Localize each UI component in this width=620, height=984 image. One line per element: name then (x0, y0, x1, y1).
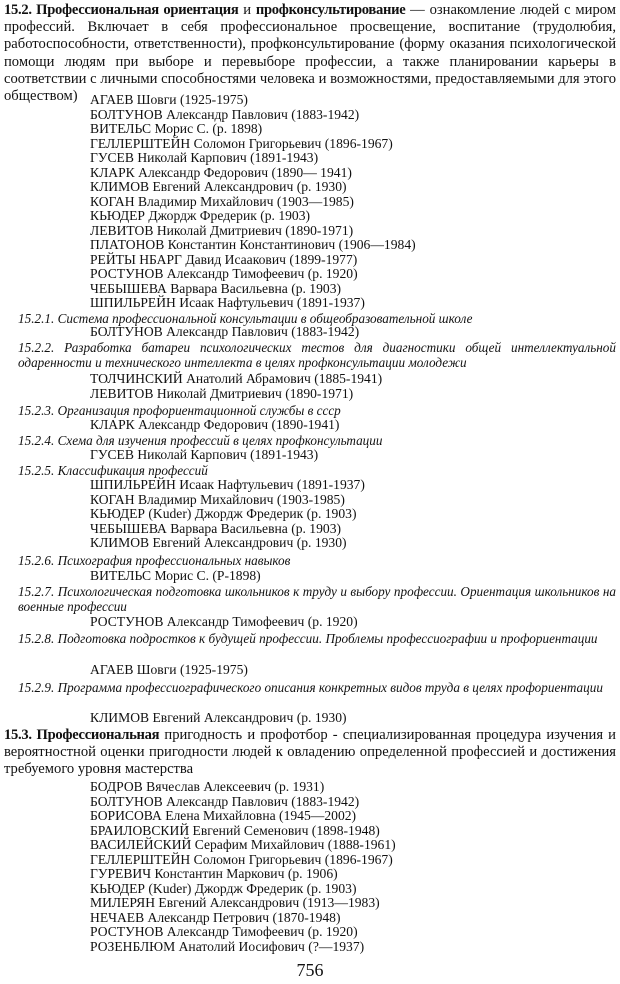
name-entry: РЕЙТЫ НБАРГ Давид Исаакович (1899-1977) (90, 251, 358, 267)
name-entry: ЛЕВИТОВ Николай Дмитриевич (1890-1971) (90, 385, 354, 401)
subsection-title: 15.2.9. Программа профессиографического описания конкретных видов труда в целях профориентации (18, 680, 603, 695)
subsection-name-list (90, 569, 620, 584)
name-entry: ГУСЕВ Николай Карпович (1891-1943) (90, 447, 319, 462)
name-entry: РОСТУНОВ Александр Тимофеевич (р. 1920) (90, 266, 358, 281)
name-entry: РОСТУНОВ Александр Тимофеевич (р. 1920) (90, 614, 358, 629)
subsection-title: 15.2.4. Схема для изучения профессий в целях профконсультации (18, 433, 383, 448)
name-entry: БОЛТУНОВ Александр Павлович (1883-1942) (90, 324, 360, 339)
section-15-3-body: пригодность и профотбор - специализированная процедура изучения и вероятностной оценки пригодности людей к овладению определенной профессией и достижения требуемого уровня мастерства (4, 727, 616, 778)
section-15-2-name-list (90, 93, 620, 311)
name-entry: ТОЛЧИНСКИЙ Анатолий Абрамович (1885-1941) (90, 371, 383, 386)
name-entry: ЛЕВИТОВ Николай Дмитриевич (1890-1971) (90, 222, 354, 238)
subsection-name-list (90, 615, 620, 630)
name-entry: ШПИЛЬРЕЙН Исаак Нафтульевич (1891-1937) (90, 477, 365, 492)
subsection-name-list (90, 418, 620, 433)
name-entry: КЬЮДЕР Джордж Фредерик (р. 1903) (90, 208, 311, 223)
name-entry: КЛИМОВ Евгений Александрович (р. 1930) (90, 179, 347, 194)
name-entry: РОЗЕНБЛЮМ Анатолий Иосифович (?—1937) (90, 938, 365, 954)
subsection-title: 15.2.5. Классификация профессий (18, 463, 208, 478)
name-entry: КЛАРК Александр Федорович (1890-1941) (90, 417, 340, 432)
name-entry: МИЛЕРЯН Евгений Александрович (1913—1983) (90, 895, 380, 910)
name-entry: ГУРЕВИЧ Константин Маркович (р. 1906) (90, 866, 338, 881)
name-entry: ВИТЕЛЬС Морис С. (р. 1898) (90, 121, 263, 136)
name-entry: БОРИСОВА Елена Михайловна (1945—2002) (90, 808, 357, 823)
subsection-name-list (90, 372, 620, 401)
section-15-2-body: — ознакомление людей с миром профессий. Включает в себя профессиональное просвещение, воспитание (трудолюбия, работоспособности, ответственности), профконсультирование (форму оказания психологической помощи людям при выборе и перевыборе профессии, а также планировании карьеры в соответствии с личными способностями человека и возможностями, предоставляемыми для этого обществом) (4, 2, 617, 105)
name-entry: ВАСИЛЕЙСКИЙ Серафим Михайлович (1888-1961) (90, 837, 396, 852)
page-number: 756 (296, 960, 324, 980)
section-15-3-name-list (90, 780, 620, 954)
name-entry: БОЛТУНОВ Александр Павлович (1883-1942) (90, 793, 360, 809)
subsection-name-list (90, 448, 620, 463)
subsection-title: 15.2.6. Психография профессиональных навыков (18, 553, 291, 568)
name-entry: КЬЮДЕР (Kuder) Джордж Фредерик (р. 1903) (90, 880, 357, 896)
name-entry: НЕЧАЕВ Александр Петрович (1870-1948) (90, 909, 341, 925)
section-15-2-heading: 15.2. Профессиональная ориентация (4, 2, 239, 18)
name-entry: ВИТЕЛЬС Морис С. (Р-1898) (90, 568, 261, 583)
subsection-name-list (90, 325, 620, 340)
name-entry: КОГАН Владимир Михайлович (1903—1985) (90, 193, 354, 209)
name-entry: КЛИМОВ Евгений Александрович (р. 1930) (90, 710, 347, 725)
section-15-2-paragraph (4, 2, 616, 105)
name-entry: РОСТУНОВ Александр Тимофеевич (р. 1920) (90, 924, 358, 939)
name-entry: БРАИЛОВСКИЙ Евгений Семенович (1898-1948) (90, 822, 380, 838)
subsection-name-list (90, 478, 620, 551)
name-entry: ШПИЛЬРЕЙН Исаак Нафтульевич (1891-1937) (90, 295, 365, 310)
name-entry: ГЕЛЛЕРШТЕЙН Соломон Григорьевич (1896-1967) (90, 851, 393, 867)
name-entry: ПЛАТОНОВ Константин Константинович (1906—1984) (90, 237, 416, 252)
subsection-title: 15.2.1. Система профессиональной консультации в общеобразовательной школе (18, 311, 473, 326)
name-entry: ГЕЛЛЕРШТЕЙН Соломон Григорьевич (1896-1967) (90, 135, 393, 151)
name-entry: ГУСЕВ Николай Карпович (1891-1943) (90, 150, 319, 165)
subsection-name-list (90, 711, 620, 726)
name-entry: ЧЕБЫШЕВА Варвара Васильевна (р. 1903) (90, 520, 342, 536)
name-entry: ЧЕБЫШЕВА Варвара Васильевна (р. 1903) (90, 280, 342, 296)
subsection-title: 15.2.3. Организация профориентационной службы в ссср (18, 403, 341, 418)
subsection-title: 15.2.8. Подготовка подростков к будущей профессии. Проблемы профессиографии и профориентации (18, 631, 598, 646)
name-entry: КЛАРК Александр Федорович (1890— 1941) (90, 164, 352, 180)
section-15-2-connector: и (238, 2, 256, 18)
subsection-name-list (90, 663, 620, 678)
name-entry: БОДРОВ Вячеслав Алексеевич (р. 1931) (90, 779, 325, 794)
name-entry: КЛИМОВ Евгений Александрович (р. 1930) (90, 535, 347, 550)
section-15-3-heading: 15.3. Профессиональная (4, 727, 160, 743)
name-entry: АГАЕВ Шовги (1925-1975) (90, 92, 248, 107)
subsection-title: 15.2.2. Разработка батареи психологических тестов для диагностики общей интеллектуальной одаренности и технического интеллекта в целях профконсультации молодежи (18, 340, 616, 371)
subsection-title: 15.2.7. Психологическая подготовка школьников к труду и выбору профессии. Ориентация школьников на военные профессии (18, 584, 616, 615)
name-entry: АГАЕВ Шовги (1925-1975) (90, 662, 248, 677)
name-entry: КОГАН Владимир Михайлович (1903-1985) (90, 491, 345, 507)
section-15-3-paragraph (4, 727, 616, 779)
section-15-2-heading-b: профконсультирование (255, 2, 406, 18)
name-entry: БОЛТУНОВ Александр Павлович (1883-1942) (90, 106, 360, 122)
name-entry: КЬЮДЕР (Kuder) Джордж Фредерик (р. 1903) (90, 506, 357, 521)
